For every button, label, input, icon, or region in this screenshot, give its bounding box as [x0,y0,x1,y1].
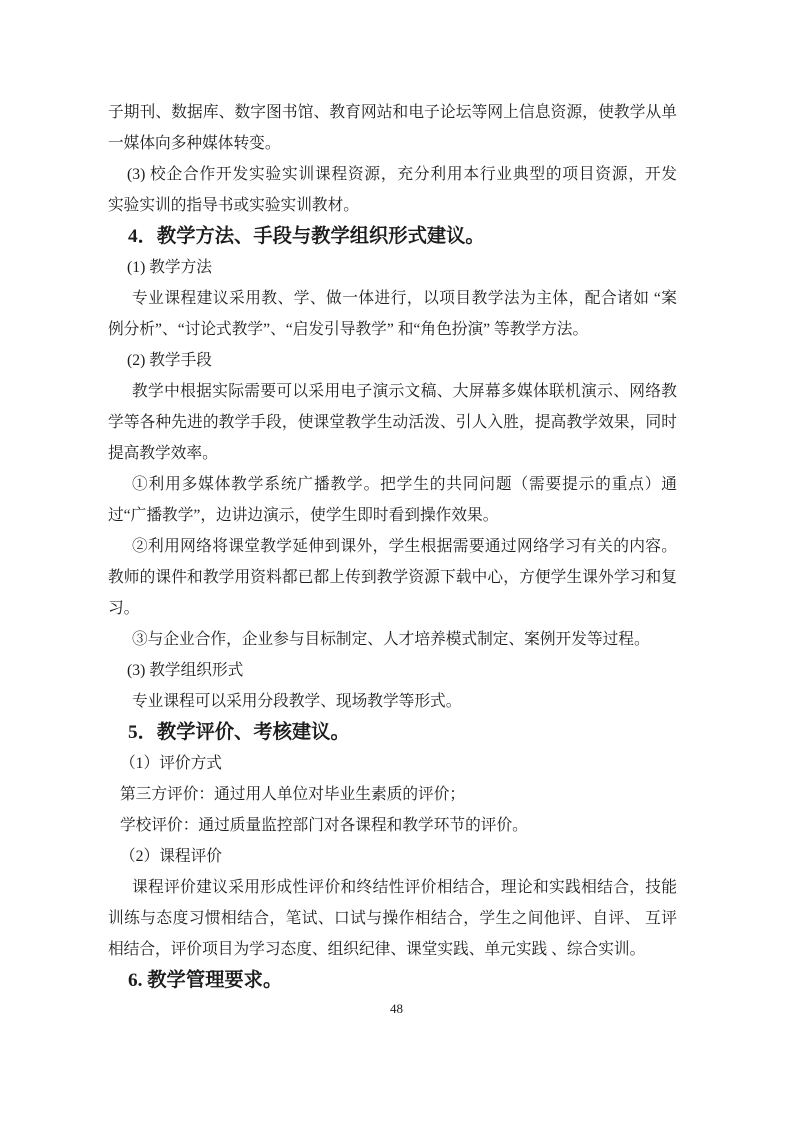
section-heading-4: 4．教学方法、手段与教学组织形式建议。 [128,226,485,247]
text-line: ③与企业合作，企业参与目标制定、人才培养模式制定、案例开发等过程。 [132,631,650,648]
text-line: 教学中根据实际需要可以采用电子演示文稿、大屏幕多媒体联机演示、网络教 [132,383,677,400]
text-line: 训练与态度习惯相结合，笔试、口试与操作相结合，学生之间他评、自评、 互评 [108,910,677,927]
text-line: 教师的课件和教学用资料都已都上传到教学资源下载中心，方便学生课外学习和复 [108,569,677,586]
text-line: 提高教学效率。 [108,445,218,462]
text-line: 习。 [108,600,140,617]
text-line: 实验实训的指导书或实验实训教材。 [108,197,359,214]
text-line: ①利用多媒体教学系统广播教学。把学生的共同问题（需要提示的重点）通 [132,476,677,493]
text-line: (3) 校企合作开发实验实训课程资源，充分利用本行业典型的项目资源，开发 [127,166,677,183]
text-line: 过“广播教学”，边讲边演示，使学生即时看到操作效果。 [108,507,499,524]
list-item-label: （1）评价方式 [120,755,222,772]
text-line: 课程评价建议采用形成性评价和终结性评价相结合，理论和实践相结合，技能 [132,879,677,896]
page-number: 48 [390,1001,403,1016]
text-line: 例分析”、“讨论式教学”、“启发引导教学” 和“角色扮演” 等教学方法。 [108,321,589,338]
section-heading-5: 5．教学评价、考核建议。 [128,722,350,743]
list-item-label: (3) 教学组织形式 [127,662,244,679]
list-item-label: (1) 教学方法 [127,259,212,276]
text-line: 相结合，评价项目为学习态度、组织纪律、课堂实践、单元实践 、综合实训。 [108,941,646,958]
text-line: 学校评价：通过质量监控部门对各课程和教学环节的评价。 [120,817,528,834]
text-line: 第三方评价：通过用人单位对毕业生素质的评价； [120,786,466,803]
text-line: ②利用网络将课堂教学延伸到课外，学生根据需要通过网络学习有关的内容。 [132,538,677,555]
list-item-label: （2）课程评价 [120,848,222,865]
text-line: 专业课程建议采用教、学、做一体进行，以项目教学法为主体，配合诸如 “案 [132,290,677,307]
text-line: 学等各种先进的教学手段，使课堂教学生动活泼、引人入胜，提高教学效果，同时 [108,414,677,431]
text-line: 一媒体向多种媒体转变。 [108,135,281,152]
section-heading-6: 6. 教学管理要求。 [128,970,283,991]
page-content [108,97,677,996]
list-item-label: (2) 教学手段 [127,352,212,369]
text-line: 专业课程可以采用分段教学、现场教学等形式。 [132,693,462,710]
text-line: 子期刊、数据库、数字图书馆、教育网站和电子论坛等网上信息资源，使教学从单 [108,104,677,121]
